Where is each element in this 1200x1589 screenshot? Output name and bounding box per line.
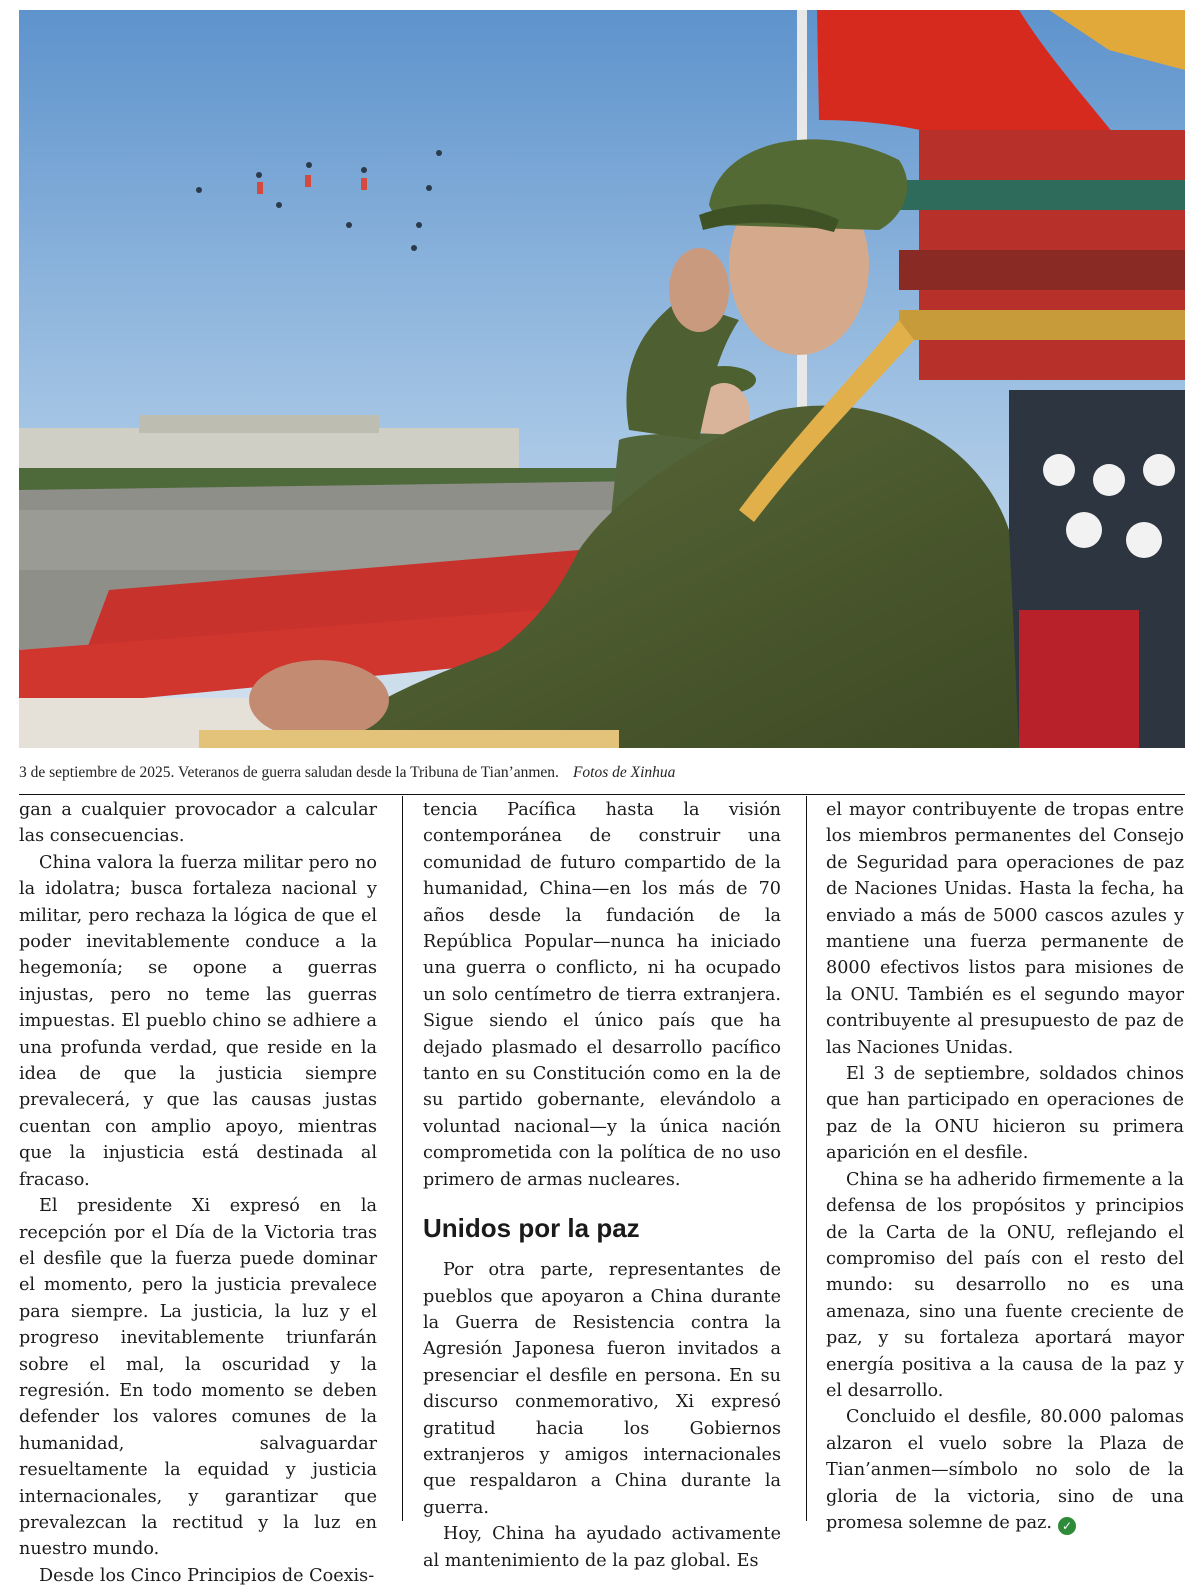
paragraph: China se ha adherido firmemente a la defensa de los propósitos y principios de la Carta de la ONU, reflejando el compromiso del país con el resto del mundo: su desarrollo no es una amenaza, sino una fuente creciente de paz, y su fortaleza aportará mayor energía positiva a la causa de la paz y el desarrollo.: [826, 1169, 1184, 1401]
article-photo: [19, 10, 1185, 748]
column-divider: [402, 796, 403, 1521]
veterans-saluting-photo: [19, 10, 1185, 748]
paragraph-last: [826, 1404, 1184, 1536]
article-column-3: [826, 797, 1184, 1536]
article-column-1: [19, 797, 377, 1589]
article-column-2: [423, 797, 781, 1574]
caption-text: 3 de septiembre de 2025. Veteranos de guerra saludan desde la Tribuna de Tian’anmen.: [19, 764, 559, 781]
paragraph: gan a cualquier provocador a calcular las consecuencias.: [19, 800, 377, 847]
paragraph: Por otra parte, representantes de pueblos que apoyaron a China durante la Guerra de Resistencia contra la Agresión Japonesa fueron invitados a presenciar el desfile en persona. En su discurso conmemorativo, Xi expresó gratitud hacia los Gobiernos extranjeros y amigos internacionales que respaldaron a China durante la guerra.: [423, 1260, 781, 1518]
paragraph: tencia Pacífica hasta la visión contemporánea de construir una comunidad de futuro compartido de la humanidad, China—en los más de 70 años desde la fundación de la República Popular—nunca ha iniciado una guerra o conflicto, ni ha ocupado un solo centímetro de tierra extranjera. Sigue siendo el único país que ha dejado plasmado el desarrollo pacífico tanto en su Constitución como en la de su partido gobernante, elevándolo a voluntad nacional—y la única nación comprometida con la política de no uso primero de armas nucleares.: [423, 800, 781, 1190]
section-heading: Unidos por la paz: [423, 1213, 640, 1244]
paragraph: el mayor contribuyente de tropas entre los miembros permanentes del Consejo de Seguridad para operaciones de paz de Naciones Unidas. Hasta la fecha, ha enviado a más de 5000 cascos azules y mantiene una fuerza permanente de 8000 efectivos listos para misiones de la ONU. También es el segundo mayor contribuyente al presupuesto de paz de las Naciones Unidas.: [826, 800, 1184, 1058]
column-divider: [806, 796, 807, 1521]
caption-rule: [19, 794, 1185, 795]
paragraph-text: Concluido el desfile, 80.000 palomas alzaron el vuelo sobre la Plaza de Tian’anmen—símbolo no solo de la gloria de la victoria, sino de una promesa solemne de paz.: [826, 1407, 1184, 1533]
paragraph: El presidente Xi expresó en la recepción por el Día de la Victoria tras el desfile que la fuerza puede dominar el momento, pero la justicia prevalece para siempre. La justicia, la luz y el progreso inevitablemente triunfarán sobre el mal, la oscuridad y la regresión. En todo momento se deben defender los valores comunes de la humanidad, salvaguardar resueltamente la equidad y justicia internacionales, y garantizar que prevalezcan la rectitud y la luz en nuestro mundo.: [19, 1196, 377, 1560]
photo-credit: Fotos de Xinhua: [572, 764, 676, 781]
paragraph: El 3 de septiembre, soldados chinos que han participado en operaciones de paz de la ONU hicieron su primera aparición en el desfile.: [826, 1064, 1184, 1164]
paragraph: Hoy, China ha ayudado activamente al mantenimiento de la paz global. Es: [423, 1524, 781, 1571]
photo-caption: [19, 764, 1185, 782]
paragraph: China valora la fuerza militar pero no la idolatra; busca fortaleza nacional y militar, pero rechaza la lógica de que el poder inevitablemente conduce a la hegemonía; se opone a guerras injustas, pero no teme las guerras impuestas. El pueblo chino se adhiere a una profunda verdad, que reside en la idea de que la justicia siempre prevalecerá, y que las causas justas cuentan con amplio apoyo, mientras que la injusticia está destinada al fracaso.: [19, 852, 377, 1190]
paragraph: Desde los Cinco Principios de Coexis-: [39, 1565, 375, 1586]
end-of-article-icon: ✓: [1058, 1517, 1076, 1535]
